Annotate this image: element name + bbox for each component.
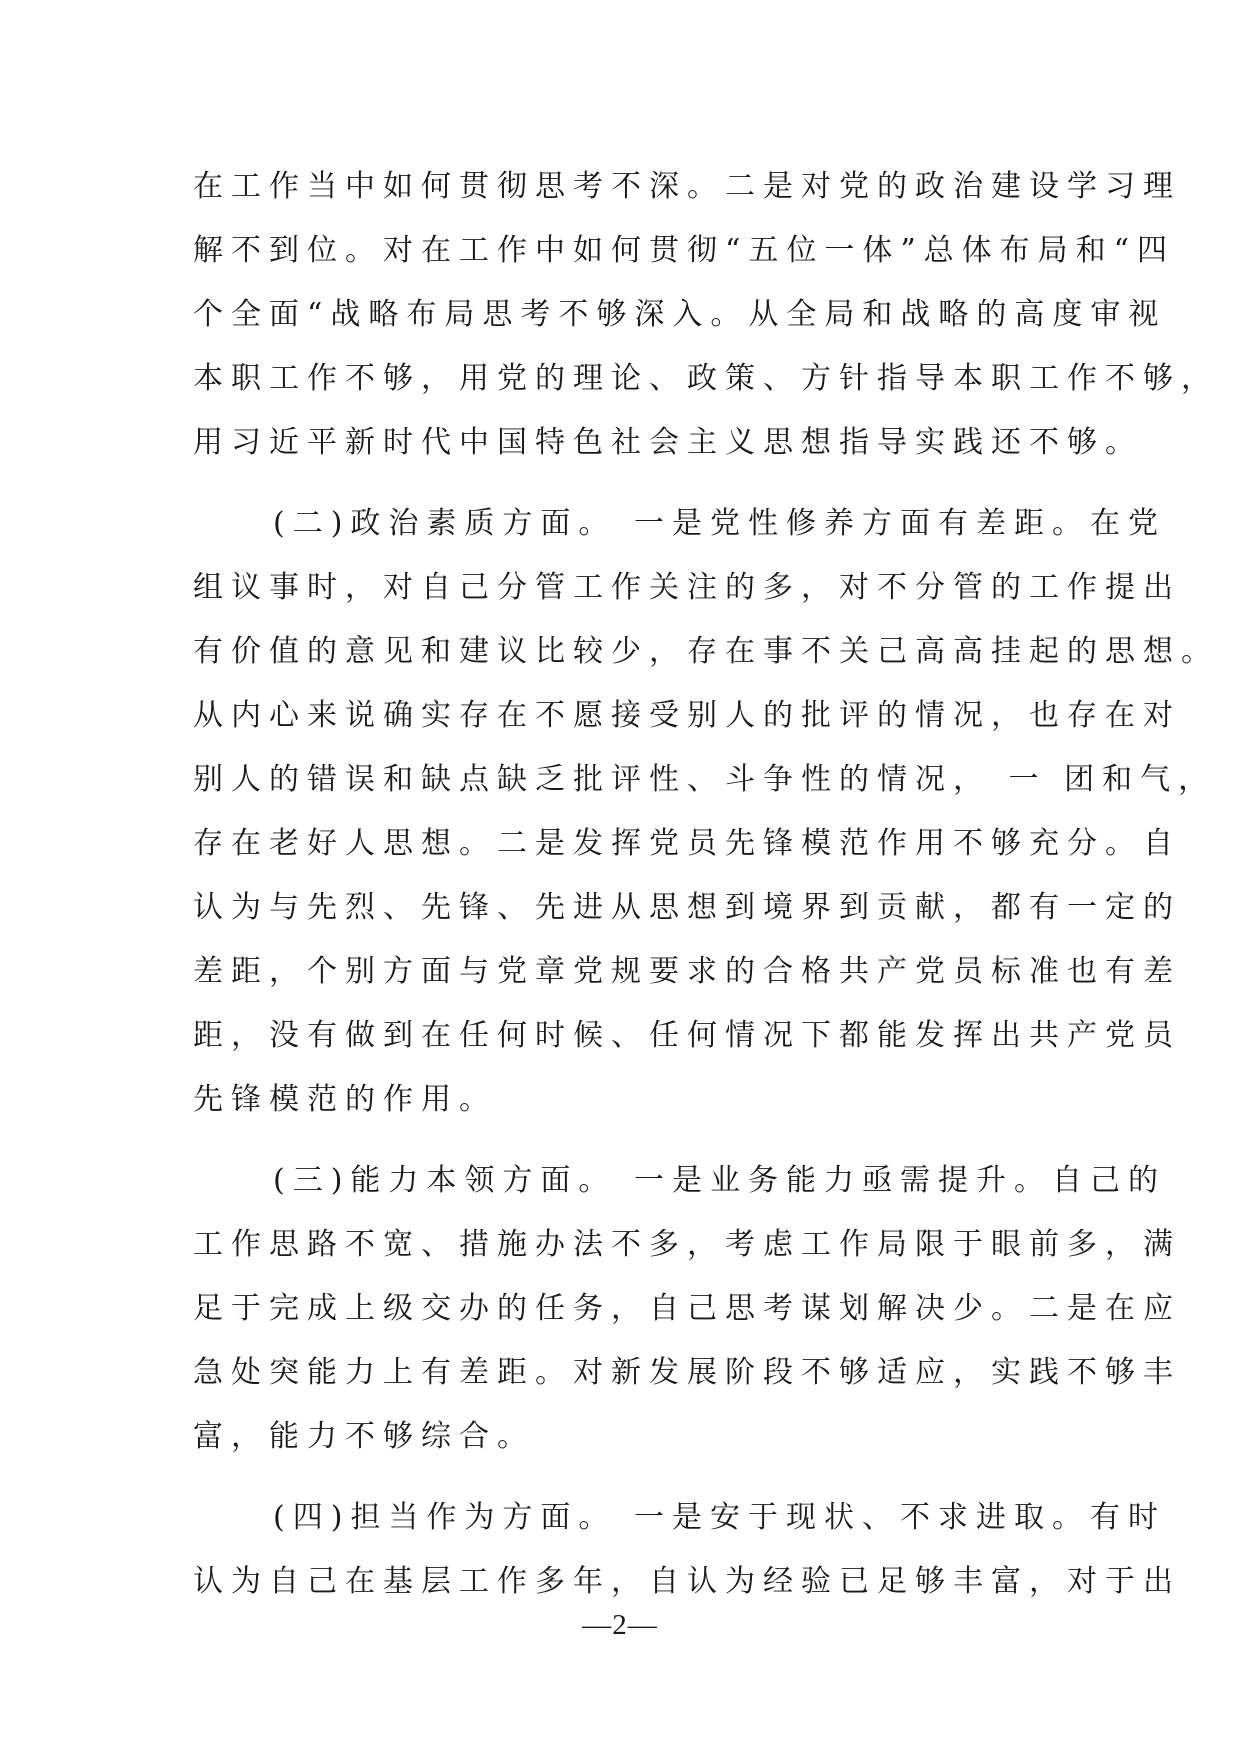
text-line: 工作思路不宽、措施办法不多，考虑工作局限于眼前多，满 [193, 1227, 1181, 1262]
text-line: 从内心来说确实存在不愿接受别人的批评的情况，也存在对 [193, 698, 1181, 733]
text-line: 在工作当中如何贯彻思考不深。二是对党的政治建设学习理 [193, 169, 1181, 204]
text-line: 足于完成上级交办的任务，自己思考谋划解决少。二是在应 [193, 1291, 1181, 1326]
text-line: 本职工作不够，用党的理论、政策、方针指导本职工作不够， [193, 361, 1219, 396]
text-line: 解不到位。对在工作中如何贯彻“五位一体”总体布局和“四 [193, 233, 1176, 268]
text-line: 有价值的意见和建议比较少，存在事不关己高高挂起的思想。 [193, 634, 1219, 669]
text-line: 认为与先烈、先锋、先进从思想到境界到贡献，都有一定的 [193, 890, 1181, 925]
page-number: —2— [582, 1609, 658, 1641]
text-line: 先锋模范的作用。 [193, 1082, 497, 1117]
text-line: 组议事时，对自己分管工作关注的多，对不分管的工作提出 [193, 570, 1181, 605]
paragraph-heading-line: (四)担当作为方面。 一是安于现状、不求进取。有时 [273, 1500, 1166, 1535]
text-line: 认为自己在基层工作多年，自认为经验已足够丰富，对于出 [193, 1564, 1181, 1599]
text-line: 别人的错误和缺点缺乏批评性、斗争性的情况， 一 团和气， [193, 762, 1217, 797]
text-line: 差距，个别方面与党章党规要求的合格共产党员标准也有差 [193, 954, 1181, 989]
text-line: 距，没有做到在任何时候、任何情况下都能发挥出共产党员 [193, 1018, 1181, 1053]
paragraph-heading-line: (二)政治素质方面。 一是党性修养方面有差距。在党 [273, 506, 1166, 541]
text-line: 个全面“战略布局思考不够深入。从全局和战略的高度审视 [193, 297, 1167, 332]
body-text [193, 155, 1219, 1614]
paragraph-heading-line: (三)能力本领方面。 一是业务能力亟需提升。自己的 [273, 1163, 1166, 1198]
text-line: 富，能力不够综合。 [193, 1419, 535, 1454]
text-line: 急处突能力上有差距。对新发展阶段不够适应，实践不够丰 [193, 1355, 1181, 1390]
text-line: 存在老好人思想。二是发挥党员先锋模范作用不够充分。自 [193, 826, 1181, 861]
text-line: 用习近平新时代中国特色社会主义思想指导实践还不够。 [193, 425, 1143, 460]
